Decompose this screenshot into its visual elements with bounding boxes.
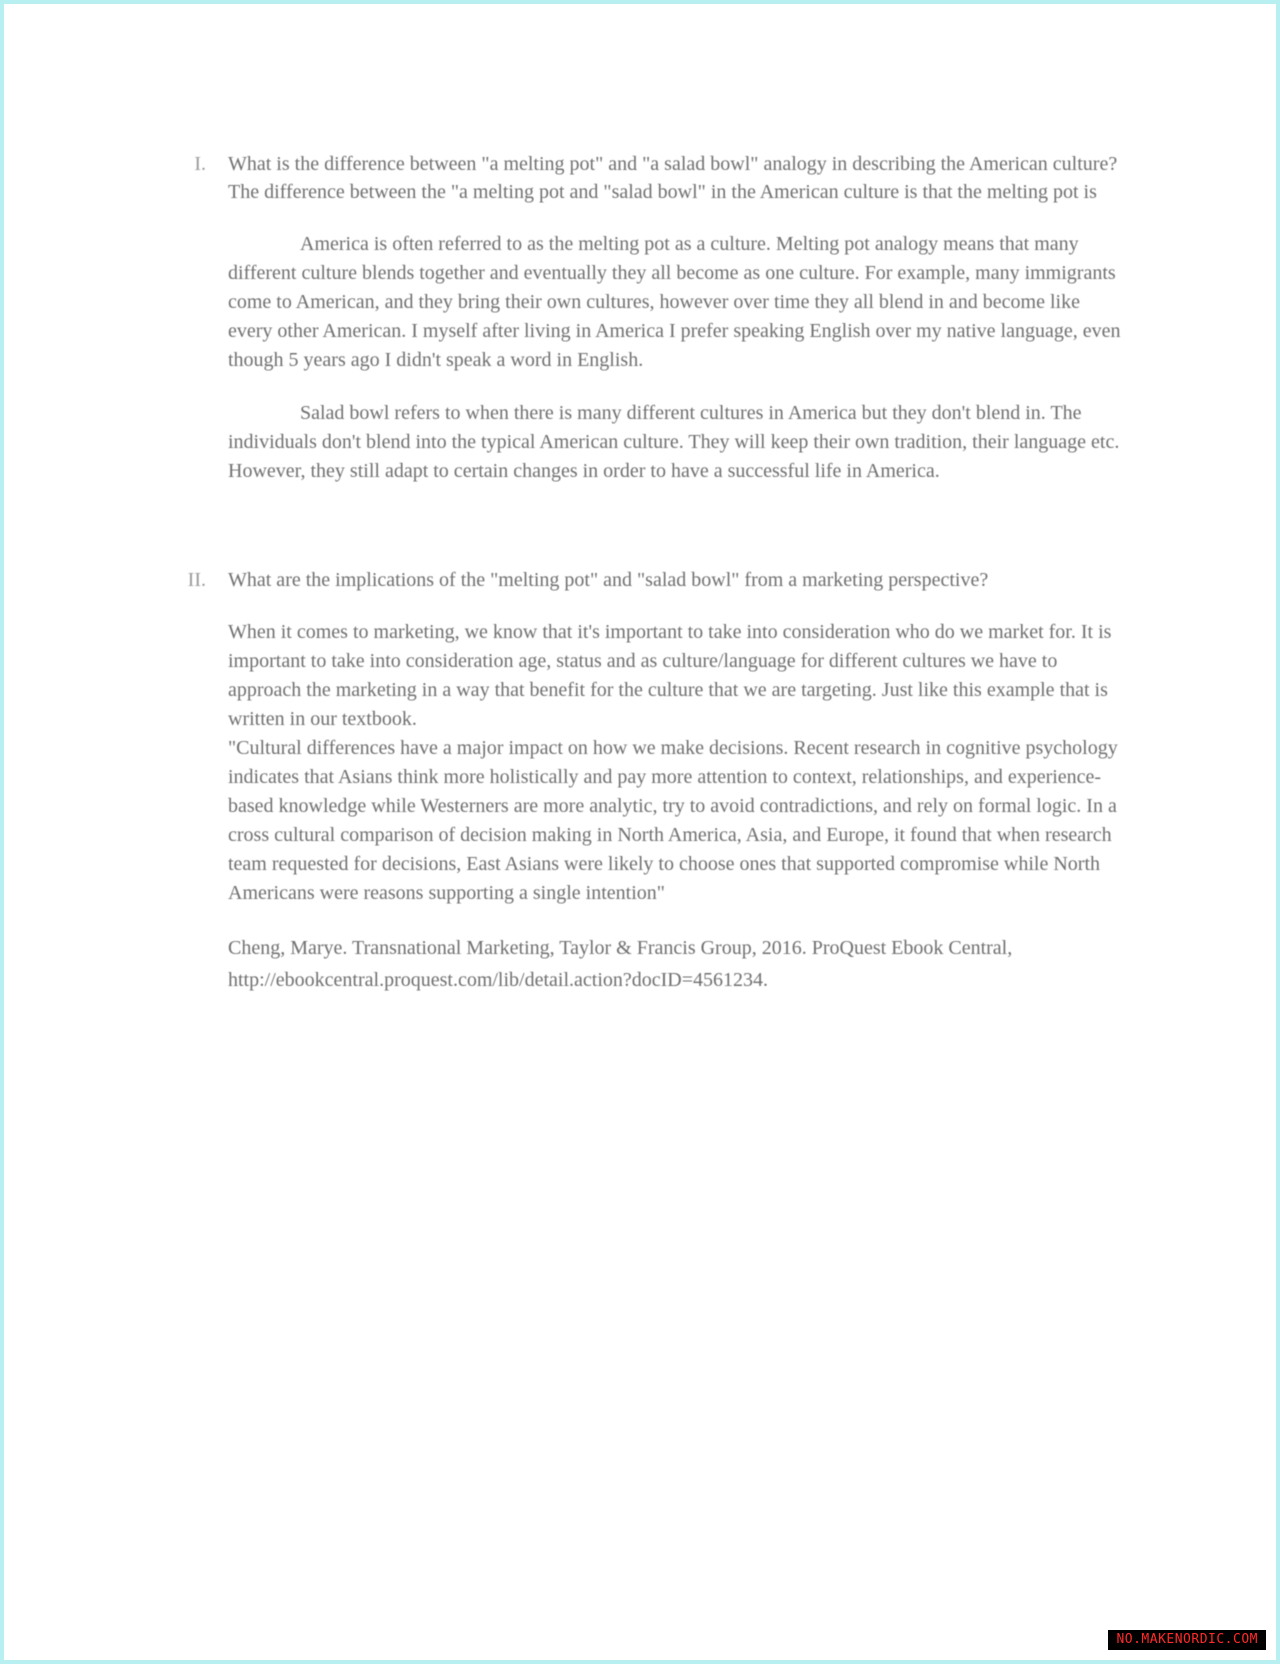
question-2-quote: "Cultural differences have a major impact on how we make decisions. Recent research in cognitive psychology indicates that Asians think more holistically and pay more attention to context, relationships, and experience-based knowledge while Westerners are more analytic, try to avoid contradictions, and rely on formal logic. In a cross cultural comparison of decision making in North America, Asia, and Europe, it found that when research team requested for decisions, East Asians were likely to choose ones that supported compromise while North Americans were reasons supporting a single intention"	[228, 737, 1118, 904]
question-2-number: II.	[187, 569, 206, 591]
question-2-body	[228, 566, 1128, 996]
question-1-paragraph-salad-bowl: Salad bowl refers to when there is many different cultures in America but they don't blend in. The individuals don't blend into the typical American culture. They will keep their own tradition, their language etc. However, they still adapt to certain changes in order to have a successful life in America.	[228, 402, 1120, 482]
question-1-body	[228, 150, 1128, 486]
document-page	[180, 150, 1130, 1330]
question-2-text: What are the implications of the "melting pot" and "salad bowl" from a marketing perspective?	[228, 569, 989, 591]
question-1-paragraph-melting-pot: America is often referred to as the melting pot as a culture. Melting pot analogy means that many different culture blends together and eventually they all become as one culture. For example, many immigrants come to American, and they bring their own cultures, however over time they all blend in and become like every other American. I myself after living in America I prefer speaking English over my native language, even though 5 years ago I didn't speak a word in English.	[228, 233, 1121, 371]
question-1	[180, 150, 1130, 486]
question-1-number: I.	[194, 153, 206, 175]
question-2	[180, 566, 1130, 996]
question-1-text: What is the difference between "a melting pot" and "a salad bowl" analogy in describing the American culture?	[228, 153, 1118, 175]
question-2-paragraph-marketing: When it comes to marketing, we know that it's important to take into consideration who do we market for. It is important to take into consideration age, status and as culture/language for different cultures we have to approach the marketing in a way that benefit for the culture that we are targeting. Just like this example that is written in our textbook.	[228, 621, 1112, 730]
watermark-label: NO.MAKENORDIC.COM	[1108, 1630, 1266, 1650]
question-2-citation: Cheng, Marye. Transnational Marketing, Taylor & Francis Group, 2016. ProQuest Ebook Central, http://ebookcentral.proquest.com/lib/detail.action?docID=4561234.	[228, 937, 1013, 991]
question-1-intro: The difference between the "a melting pot and "salad bowl" in the American culture is that the melting pot is	[228, 181, 1097, 203]
